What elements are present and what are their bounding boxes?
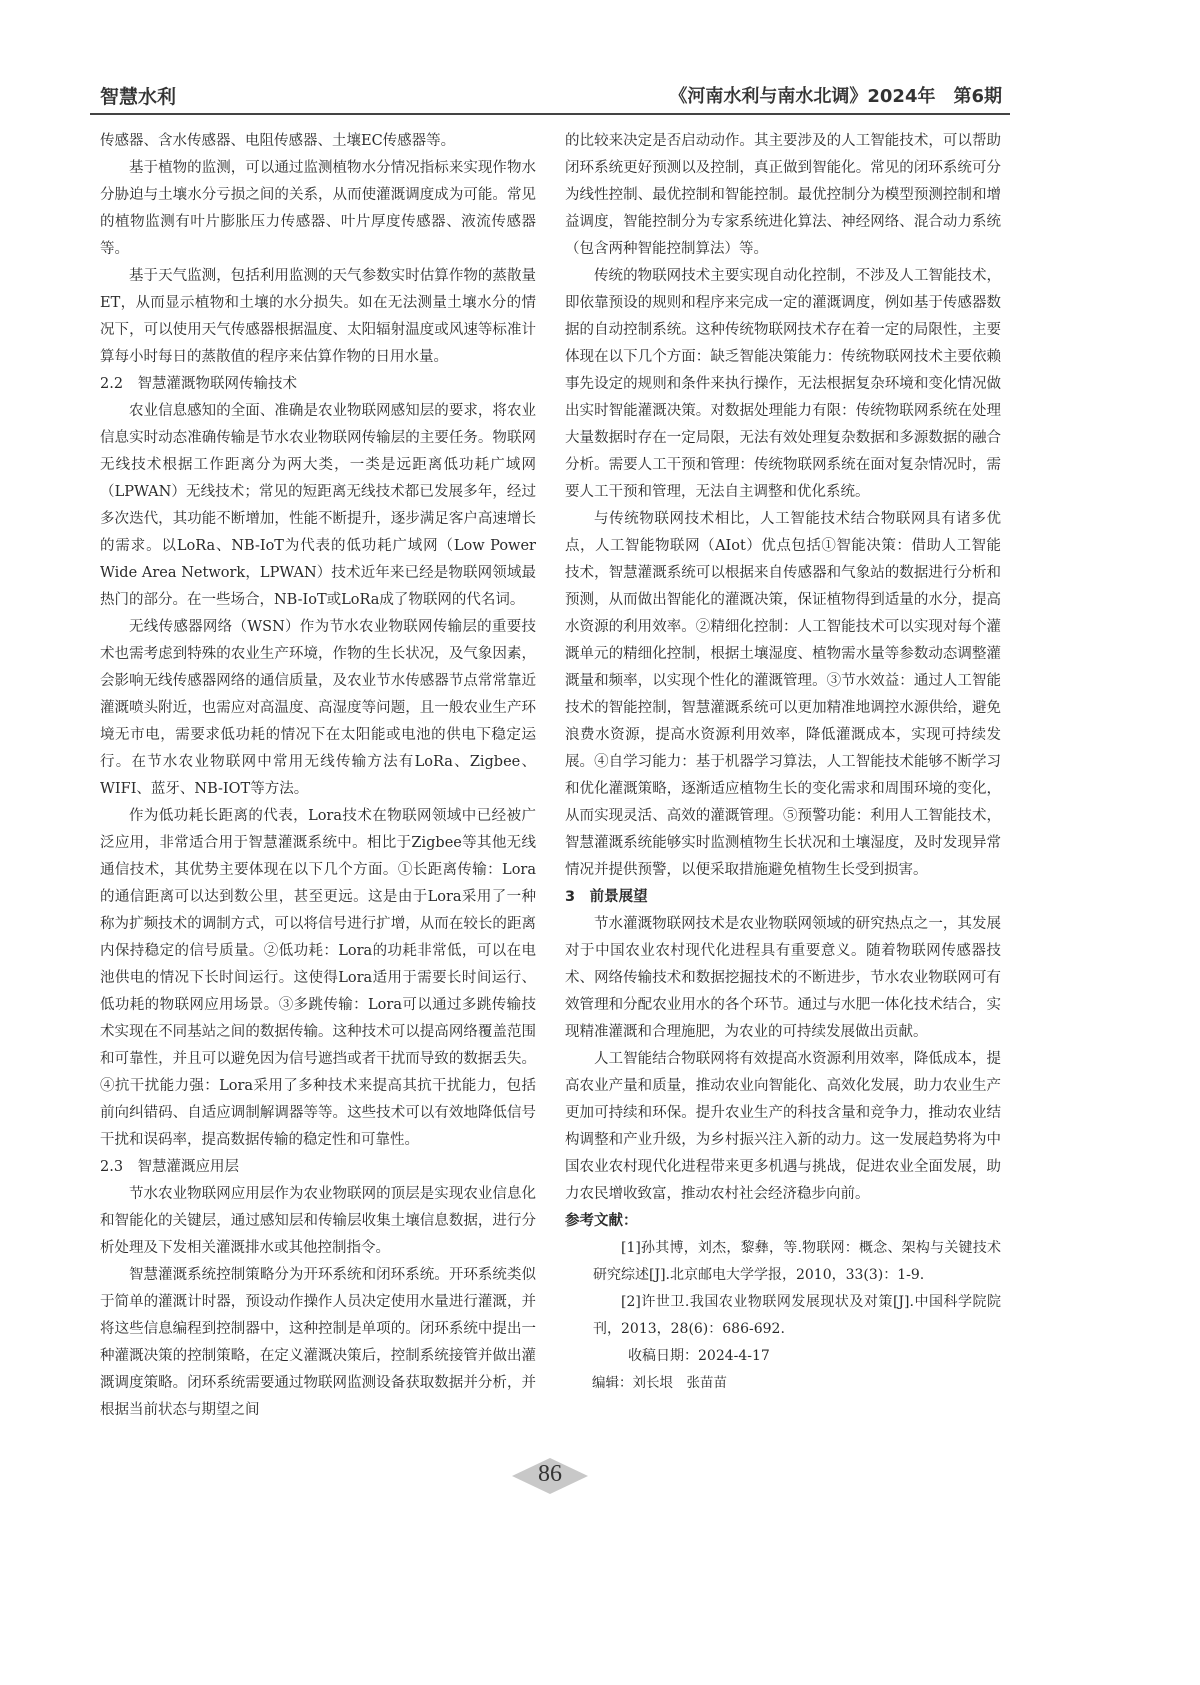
paragraph: 农业信息感知的全面、准确是农业物联网感知层的要求，将农业信息实时动态准确传输是节水农业物联网传输层的主要任务。物联网无线技术根据工作距离分为两大类，一类是远距离低功耗广域网（LPWAN）无线技术；常见的短距离无线技术都已发展多年，经过多次迭代，其功能不断增加，性能不断提升，逐步满足客户高速增长的需求。以LoRa、NB-IoT为代表的低功耗广域网（Low Power Wide Area Network，LPWAN）技术近年来已经是物联网领域最热门的部分。在一些场合，NB-IoT或LoRa成了物联网的代名词。 — [100, 403, 536, 608]
paragraph: 基于天气监测，包括利用监测的天气参数实时估算作物的蒸散量ET，从而显示植物和土壤的水分损失。如在无法测量土壤水分的情况下，可以使用天气传感器根据温度、太阳辐射温度或风速等标准计算每小时每日的蒸散值的程序来估算作物的日用水量。 — [100, 268, 536, 365]
references-heading: 参考文献： — [565, 1213, 638, 1229]
reference-item: [2]许世卫.我国农业物联网发展现状及对策[J].中国科学院院刊，2013，28(6)：686-692. — [593, 1294, 1001, 1337]
received-date: 收稿日期：2024-4-17 — [628, 1348, 770, 1364]
section-title: 智慧水利 — [100, 86, 177, 108]
page-number: 86 — [538, 1461, 562, 1487]
right-column — [565, 128, 1001, 1397]
paragraph: 节水农业物联网应用层作为农业物联网的顶层是实现农业信息化和智能化的关键层，通过感知层和传输层收集土壤信息数据，进行分析处理及下发相关灌溉排水或其他控制指令。 — [100, 1186, 536, 1256]
paragraph: 人工智能结合物联网将有效提高水资源利用效率，降低成本，提高农业产量和质量，推动农业向智能化、高效化发展，助力农业生产更加可持续和环保。提升农业生产的科技含量和竞争力，推动农业结构调整和产业升级，为乡村振兴注入新的动力。这一发展趋势将为中国农业农村现代化进程带来更多机遇与挑战，促进农业全面发展，助力农民增收致富，推动农村社会经济稳步向前。 — [565, 1051, 1001, 1202]
paragraph: 与传统物联网技术相比，人工智能技术结合物联网具有诸多优点，人工智能物联网（AIot）优点包括①智能决策：借助人工智能技术，智慧灌溉系统可以根据来自传感器和气象站的数据进行分析和预测，从而做出智能化的灌溉决策，保证植物得到适量的水分，提高水资源的利用效率。②精细化控制：人工智能技术可以实现对每个灌溉单元的精细化控制，根据土壤湿度、植物需水量等参数动态调整灌溉量和频率，以实现个性化的灌溉管理。③节水效益：通过人工智能技术的智能控制，智慧灌溉系统可以更加精准地调控水源供给，避免浪费水资源，提高水资源利用效率，降低灌溉成本，实现可持续发展。④自学习能力：基于机器学习算法，人工智能技术能够不断学习和优化灌溉策略，逐渐适应植物生长的变化需求和周围环境的变化，从而实现灵活、高效的灌溉管理。⑤预警功能：利用人工智能技术，智慧灌溉系统能够实时监测植物生长状况和土壤湿度，及时发现异常情况并提供预警，以便采取措施避免植物生长受到损害。 — [565, 511, 1001, 878]
paragraph: 基于植物的监测，可以通过监测植物水分情况指标来实现作物水分胁迫与土壤水分亏损之间的关系，从而使灌溉调度成为可能。常见的植物监测有叶片膨胀压力传感器、叶片厚度传感器、液流传感器等。 — [100, 160, 536, 257]
paragraph: 传感器、含水传感器、电阻传感器、土壤EC传感器等。 — [100, 133, 456, 149]
paragraph: 的比较来决定是否启动动作。其主要涉及的人工智能技术，可以帮助闭环系统更好预测以及控制，真正做到智能化。常见的闭环系统可分为线性控制、最优控制和智能控制。最优控制分为模型预测控制和增益调度，智能控制分为专家系统进化算法、神经网络、混合动力系统（包含两种智能控制算法）等。 — [565, 133, 1001, 257]
paragraph: 无线传感器网络（WSN）作为节水农业物联网传输层的重要技术也需考虑到特殊的农业生产环境，作物的生长状况，及气象因素，会影响无线传感器网络的通信质量，及农业节水传感器节点常常靠近灌溉喷头附近，也需应对高温度、高湿度等问题，且一般农业生产环境无市电，需要求低功耗的情况下在太阳能或电池的供电下稳定运行。在节水农业物联网中常用无线传输方法有LoRa、Zigbee、WIFI、蓝牙、NB-IOT等方法。 — [100, 619, 536, 797]
paragraph: 节水灌溉物联网技术是农业物联网领域的研究热点之一，其发展对于中国农业农村现代化进程具有重要意义。随着物联网传感器技术、网络传输技术和数据挖掘技术的不断进步，节水农业物联网可有效管理和分配农业用水的各个环节。通过与水肥一体化技术结合，实现精准灌溉和合理施肥，为农业的可持续发展做出贡献。 — [565, 916, 1001, 1040]
page-number-badge — [512, 1458, 588, 1494]
journal-issue: 《河南水利与南水北调》2024年 第6期 — [669, 86, 1002, 107]
paragraph: 智慧灌溉系统控制策略分为开环系统和闭环系统。开环系统类似于简单的灌溉计时器，预设动作操作人员决定使用水量进行灌溉，并将这些信息编程到控制器中，这种控制是单项的。闭环系统中提出一种灌溉决策的控制策略，在定义灌溉决策后，控制系统接管并做出灌溉调度策略。闭环系统需要通过物联网监测设备获取数据并分析，并根据当前状态与期望之间 — [100, 1267, 536, 1418]
left-column — [100, 128, 536, 1424]
editor-credit: 编辑：刘长垠 张苗苗 — [592, 1375, 727, 1391]
section-heading-3: 3 前景展望 — [565, 889, 648, 905]
header-divider — [90, 113, 1010, 115]
section-heading-2-3: 2.3 智慧灌溉应用层 — [100, 1159, 240, 1175]
paragraph: 作为低功耗长距离的代表，Lora技术在物联网领域中已经被广泛应用，非常适合用于智慧灌溉系统中。相比于Zigbee等其他无线通信技术，其优势主要体现在以下几个方面。①长距离传输：Lora的通信距离可以达到数公里，甚至更远。这是由于Lora采用了一种称为扩频技术的调制方式，可以将信号进行扩增，从而在较长的距离内保持稳定的信号质量。②低功耗：Lora的功耗非常低，可以在电池供电的情况下长时间运行。这使得Lora适用于需要长时间运行、低功耗的物联网应用场景。③多跳传输：Lora可以通过多跳传输技术实现在不同基站之间的数据传输。这种技术可以提高网络覆盖范围和可靠性，并且可以避免因为信号遮挡或者干扰而导致的数据丢失。④抗干扰能力强：Lora采用了多种技术来提高其抗干扰能力，包括前向纠错码、自适应调制解调器等等。这些技术可以有效地降低信号干扰和误码率，提高数据传输的稳定性和可靠性。 — [100, 808, 536, 1148]
section-heading-2-2: 2.2 智慧灌溉物联网传输技术 — [100, 376, 298, 392]
reference-item: [1]孙其博，刘杰，黎彝，等.物联网：概念、架构与关键技术研究综述[J].北京邮电大学学报，2010，33(3)：1-9. — [593, 1240, 1001, 1283]
paragraph: 传统的物联网技术主要实现自动化控制，不涉及人工智能技术，即依靠预设的规则和程序来完成一定的灌溉调度，例如基于传感器数据的自动控制系统。这种传统物联网技术存在着一定的局限性，主要体现在以下几个方面：缺乏智能决策能力：传统物联网技术主要依赖事先设定的规则和条件来执行操作，无法根据复杂环境和变化情况做出实时智能灌溉决策。对数据处理能力有限：传统物联网系统在处理大量数据时存在一定局限，无法有效处理复杂数据和多源数据的融合分析。需要人工干预和管理：传统物联网系统在面对复杂情况时，需要人工干预和管理，无法自主调整和优化系统。 — [565, 268, 1001, 500]
